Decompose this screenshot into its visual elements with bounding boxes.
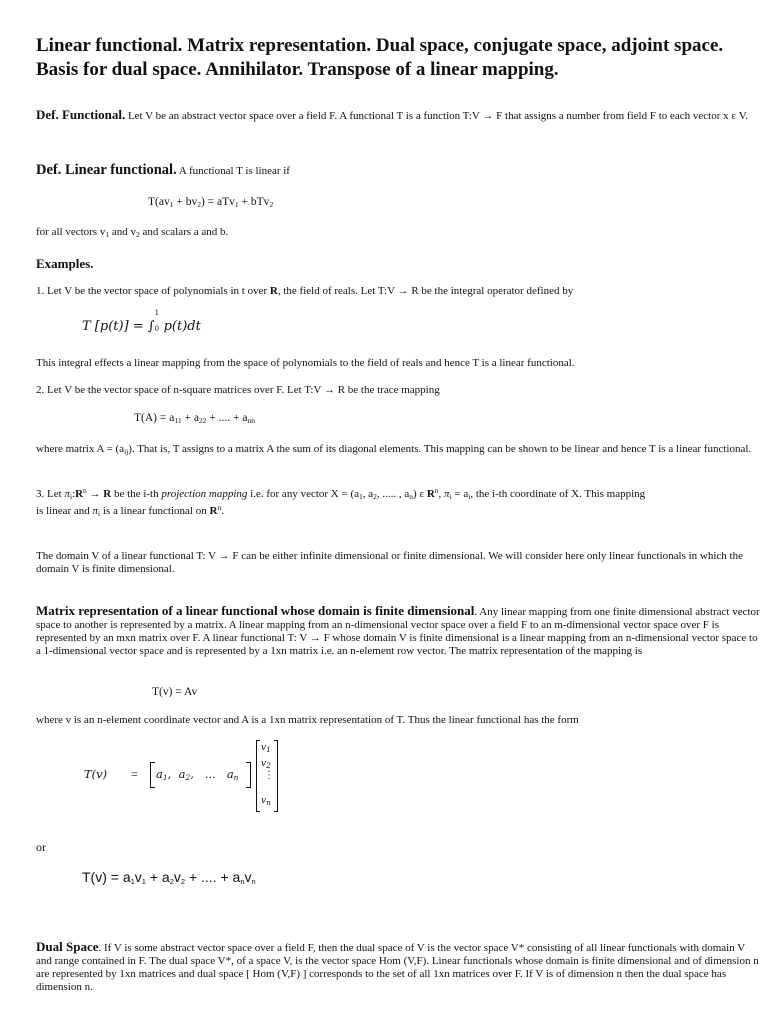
example-2-text: 2. Let V be the vector space of n-square matrices over F. Let T:V → R be the trace mapping bbox=[36, 384, 440, 396]
def-functional-paragraph bbox=[36, 108, 756, 123]
def-linear-text: A functional T is linear if bbox=[178, 165, 290, 177]
expanded-equation: $T(v) = a_1v_1 + a_2v_2$ + .... + $a_nv_n$ bbox=[82, 869, 256, 886]
column-vn: $v_n$ bbox=[261, 796, 271, 807]
linear-equation: $T(av_1 + bv_2) = aTv_1 + bTv_2$ bbox=[148, 196, 274, 209]
or-text: or bbox=[36, 840, 46, 854]
column-v1: $v_1$ bbox=[261, 743, 271, 754]
trace-equation: $T(A) = a_{11} + a_{22}$ + .... + $a_{nn}$ bbox=[134, 412, 255, 425]
linear-condition-text: for all vectors $v_1$ and $v_2$ and scalars a and b. bbox=[36, 226, 229, 239]
dual-space-paragraph bbox=[36, 940, 760, 994]
matrix-form-equation: T(v) = $a_1$, $a_2$, ... $a_n$ $v_1$ $v_2$ ⋮ $v_n$ bbox=[84, 740, 284, 812]
def-functional-lead: Def. Functional. bbox=[36, 107, 126, 122]
example-1-after: This integral effects a linear mapping from the space of polynomials to the field of reals and hence T is a linear functional. bbox=[36, 357, 575, 369]
matrix-equation: T(v) = Av bbox=[152, 686, 198, 698]
example-2-after: where matrix $A = (a_{ij})$. That is, T assigns to a matrix A the sum of its diagonal elements. This mapping can be shown to be linear and hence T is a linear functional. bbox=[36, 443, 752, 456]
example-1-text: 1. Let V be the vector space of polynomials in t over R, the field of reals. Let T:V → R be the integral operator defined by bbox=[36, 285, 574, 297]
matrix-rep-after: where v is an n-element coordinate vector and A is a 1xn matrix representation of T. Thus the linear functional has the form bbox=[36, 714, 579, 726]
example-3-line-1: 3. Let $\pi_i:R^n \to R$ be the i-th projection mapping i.e. for any vector $X = (a_1$, $a_2$, ..... , $a_n$) ε $R^n$, $\pi_i = a_i$, the i-th coordinate of X. This mapping bbox=[36, 486, 646, 501]
def-linear-paragraph bbox=[36, 164, 756, 178]
integral-equation: T [p(t)] = ∫ 1 0 p(t)dt bbox=[82, 309, 201, 334]
dual-space-text: . If V is some abstract vector space over a field F, then the dual space of V is the vector space V* consisting of all linear functionals with domain V and range contained in F. The dual space V*, of a space V, is the vector space Hom (V,F). Linear functionals whose domain is finite dimensional and of dimension n are represented by 1xn matrices and dual space [ Hom (V,F) ] corresponds to the set of all 1xn matrices over F. If V is of dimension n then the dual space has dimension n. bbox=[36, 942, 759, 993]
example-3-line-2: is linear and $\pi_i$ is a linear functional on $R^n$. bbox=[36, 503, 224, 518]
dual-space-lead: Dual Space bbox=[36, 939, 99, 954]
def-functional-text: Let V be an abstract vector space over a field F. A functional T is a function T:V → F that assigns a number from field F to each vector x ε V. bbox=[127, 110, 749, 122]
page-title: Linear functional. Matrix representation. Dual space, conjugate space, adjoint space. Basis for dual space. Annihilator. Transpose of a linear mapping. bbox=[36, 35, 724, 80]
domain-paragraph: The domain V of a linear functional T: V → F can be either infinite dimensional or finite dimensional. We will consider here only linear functionals in which the domain V is finite dimensional. bbox=[36, 550, 743, 575]
row-vector: $a_1$, $a_2$, ... $a_n$ bbox=[156, 767, 239, 782]
matrix-rep-lead: Matrix representation of a linear functional whose domain is finite dimensional bbox=[36, 603, 475, 618]
matrix-rep-paragraph bbox=[36, 604, 760, 658]
column-v2: $v_2$ bbox=[261, 759, 271, 770]
examples-heading: Examples. bbox=[36, 256, 94, 271]
def-linear-lead: Def. Linear functional. bbox=[36, 162, 177, 178]
matrix-rep-text: . Any linear mapping from one finite dimensional abstract vector space to another is represented by a matrix. A linear mapping from an n-dimensional vector space over a field F to an m-dimensional vector space over F is represented by an mxn matrix over F. A linear functional T: V → F whose domain V is finite dimensional is a linear mapping from an n-dimensional vector space to a 1-dimensional vector space and is represented by a 1xn matrix i.e. an n-element row vector. The matrix representation of the mapping is bbox=[36, 606, 760, 657]
